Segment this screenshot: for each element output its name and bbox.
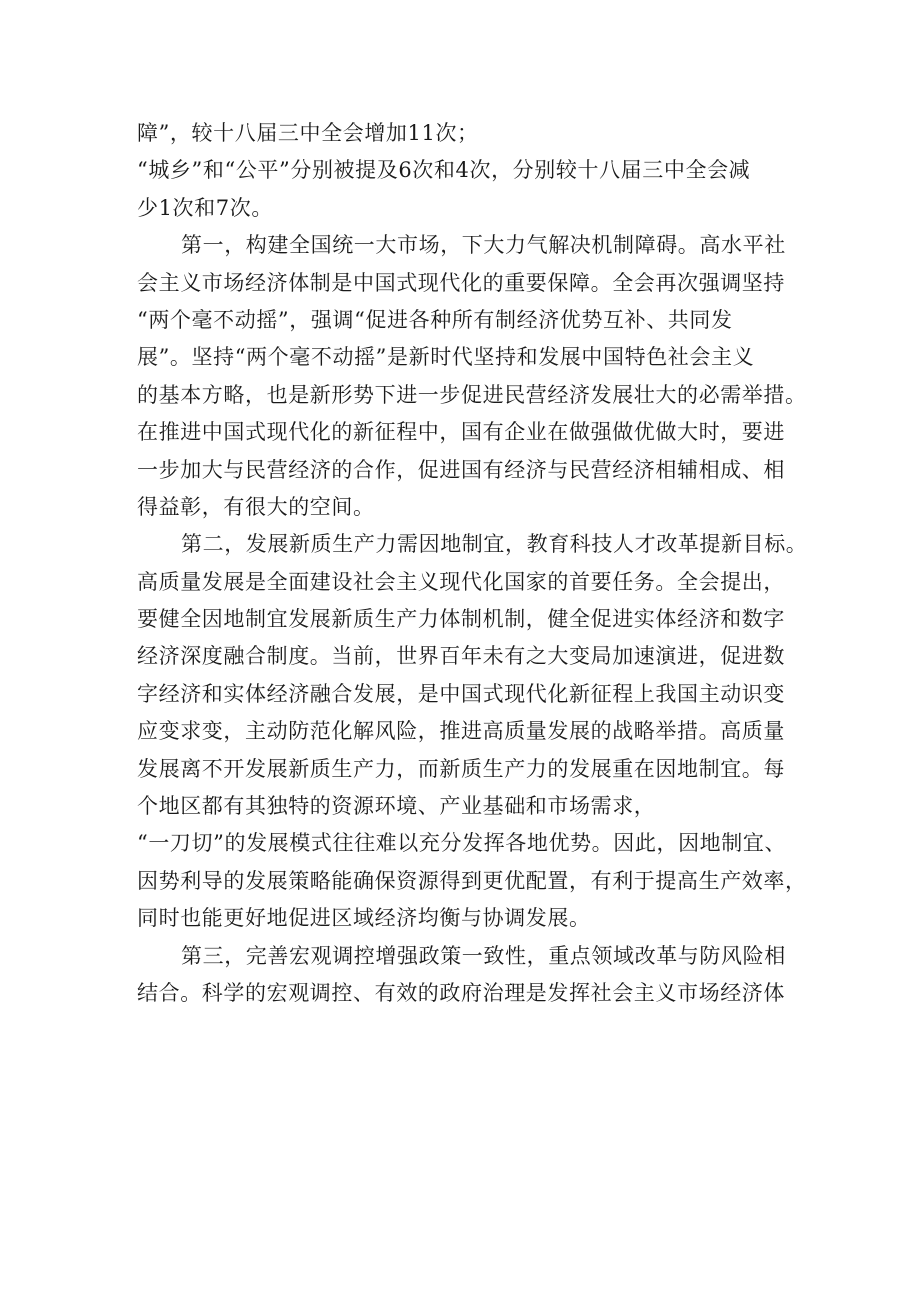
text-line: 展”。坚持“两个毫不动摇”是新时代坚持和发展中国特色社会主义 bbox=[137, 345, 755, 370]
text-line: 结合。科学的宏观调控、有效的政府治理是发挥社会主义市场经济体 bbox=[137, 980, 785, 1005]
text-line: 字经济和实体经济融合发展，是中国式现代化新征程上我国主动识变 bbox=[137, 681, 785, 706]
paragraph-first-line: 第三，完善宏观调控增强政策一致性，重点领域改革与防风险相 bbox=[181, 943, 786, 968]
text-line: 得益彰，有很大的空间。 bbox=[137, 494, 375, 519]
text-line: 一步加大与民营经济的合作，促进国有经济与民营经济相辅相成、相 bbox=[137, 457, 785, 482]
text-line: 少1次和7次。 bbox=[137, 195, 273, 220]
text-line: 高质量发展是全面建设社会主义现代化国家的首要任务。全会提出， bbox=[137, 569, 785, 594]
text-line: 会主义市场经济体制是中国式现代化的重要保障。全会再次强调坚持 bbox=[137, 270, 785, 295]
text-line: 因势利导的发展策略能确保资源得到更优配置，有利于提高生产效率， bbox=[137, 868, 807, 893]
text-line: 的基本方略，也是新形势下进一步促进民营经济发展壮大的必需举措。 bbox=[137, 382, 807, 407]
text-line: 个地区都有其独特的资源环境、产业基础和市场需求， bbox=[137, 794, 656, 819]
text-line: 要健全因地制宜发展新质生产力体制机制，健全促进实体经济和数字 bbox=[137, 607, 785, 632]
text-line: 发展离不开发展新质生产力，而新质生产力的发展重在因地制宜。每 bbox=[137, 756, 785, 781]
text-line: 经济深度融合制度。当前，世界百年未有之大变局加速演进，促进数 bbox=[137, 644, 785, 669]
paragraph-first-line: 第一，构建全国统一大市场，下大力气解决机制障碍。高水平社 bbox=[181, 233, 786, 258]
text-line: 障”，较十八届三中全会增加11次； bbox=[137, 121, 479, 145]
text-line: 同时也能更好地促进区域经济均衡与协调发展。 bbox=[137, 906, 591, 931]
text-line: 在推进中国式现代化的新征程中，国有企业在做强做优做大时，要进 bbox=[137, 420, 785, 445]
text-line: 应变求变，主动防范化解风险，推进高质量发展的战略举措。高质量 bbox=[137, 719, 785, 744]
paragraph-first-line: 第二，发展新质生产力需因地制宜，教育科技人才改革提新目标。 bbox=[181, 532, 808, 557]
text-line: “两个毫不动摇”，强调“促进各种所有制经济优势互补、共同发 bbox=[137, 307, 733, 332]
text-line: “城乡”和“公平”分别被提及6次和4次，分别较十八届三中全会减 bbox=[137, 158, 751, 183]
text-line: “一刀切”的发展模式往往难以充分发挥各地优势。因此，因地制宜、 bbox=[137, 831, 787, 856]
document-body bbox=[137, 115, 808, 1012]
